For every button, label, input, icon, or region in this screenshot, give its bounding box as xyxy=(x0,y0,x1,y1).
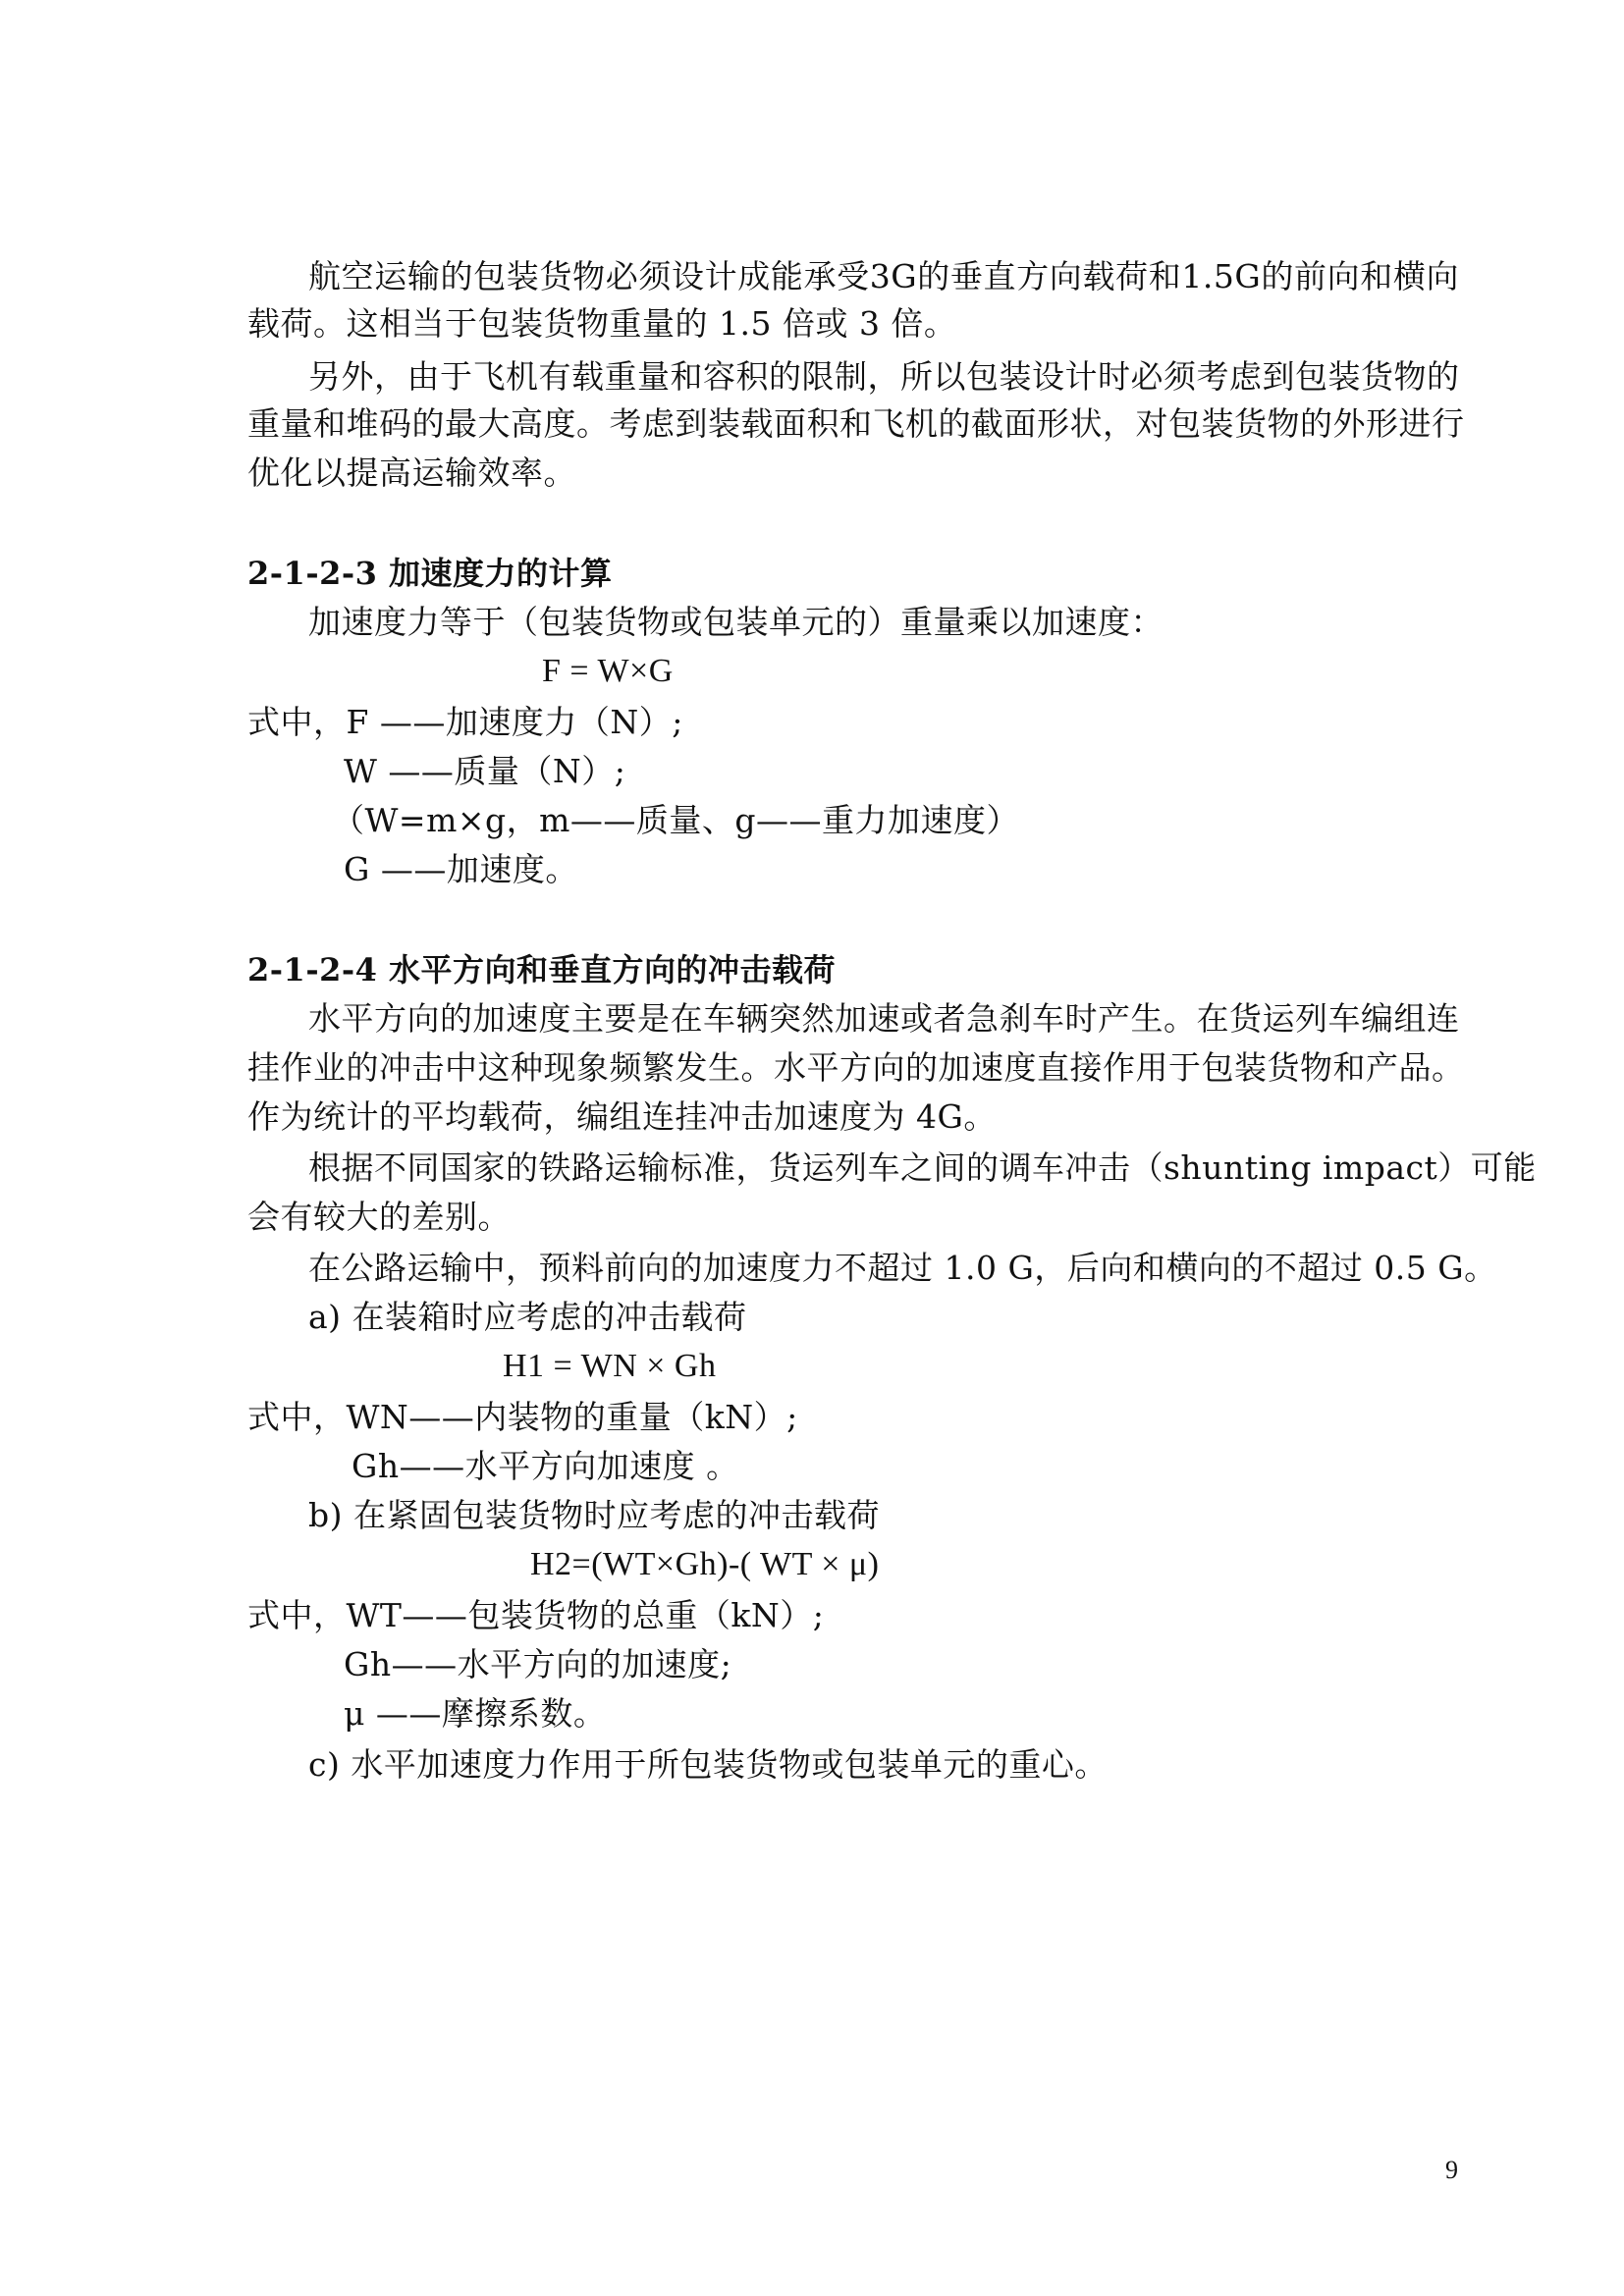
definition-line: Gh——水平方向加速度 。 xyxy=(352,1447,739,1485)
formula: F = W×G xyxy=(542,653,674,689)
paragraph-line: 挂作业的冲击中这种现象频繁发生。水平方向的加速度直接作用于包装货物和产品。 xyxy=(247,1048,1465,1087)
definition-line: μ ——摩擦系数。 xyxy=(344,1694,607,1733)
list-item-b: b) 在紧固包装货物时应考虑的冲击载荷 xyxy=(308,1496,880,1534)
paragraph-line: 根据不同国家的铁路运输标准，货运列车之间的调车冲击（shunting impact）可能 xyxy=(308,1148,1537,1187)
paragraph-line: 另外，由于飞机有载重量和容积的限制，所以包装设计时必须考虑到包装货物的 xyxy=(308,357,1460,396)
paragraph-line: 会有较大的差别。 xyxy=(247,1198,511,1236)
definition-line: Gh——水平方向的加速度; xyxy=(344,1645,732,1683)
paragraph-line: 加速度力等于（包装货物或包装单元的）重量乘以加速度： xyxy=(308,603,1164,641)
definition-line: 式中，F ——加速度力（N）; xyxy=(247,703,683,741)
formula: H1 = WN × Gh xyxy=(503,1348,717,1384)
formula: H2=(WT×Gh)-( WT × μ) xyxy=(530,1546,880,1582)
definition-line: 式中，WN——内装物的重量（kN）; xyxy=(247,1398,798,1436)
definition-line: G ——加速度。 xyxy=(344,850,578,888)
page-number: 9 xyxy=(1445,2156,1458,2184)
paragraph-line: 航空运输的包装货物必须设计成能承受3G的垂直方向载荷和1.5G的前向和横向 xyxy=(308,257,1459,295)
paragraph-line: 在公路运输中，预料前向的加速度力不超过 1.0 G，后向和横向的不超过 0.5 G。 xyxy=(308,1249,1497,1287)
paragraph-line: 作为统计的平均载荷，编组连挂冲击加速度为 4G。 xyxy=(247,1097,997,1136)
paragraph-line: 载荷。这相当于包装货物重量的 1.5 倍或 3 倍。 xyxy=(247,304,957,343)
paragraph-line: 水平方向的加速度主要是在车辆突然加速或者急刹车时产生。在货运列车编组连 xyxy=(308,999,1460,1038)
definition-line: 式中，WT——包装货物的总重（kN）; xyxy=(247,1596,825,1634)
section-heading: 2-1-2-3 加速度力的计算 xyxy=(247,555,613,592)
list-item-a: a) 在装箱时应考虑的冲击载荷 xyxy=(308,1298,747,1336)
definition-note: （W=m×g，m——质量、g——重力加速度） xyxy=(332,801,1020,839)
definition-line: W ——质量（N）; xyxy=(344,752,626,790)
paragraph-line: 重量和堆码的最大高度。考虑到装载面积和飞机的截面形状，对包装货物的外形进行 xyxy=(247,404,1465,443)
paragraph-line: 优化以提高运输效率。 xyxy=(247,454,576,492)
section-heading: 2-1-2-4 水平方向和垂直方向的冲击载荷 xyxy=(247,951,837,988)
list-item-c: c) 水平加速度力作用于所包装货物或包装单元的重心。 xyxy=(308,1745,1108,1784)
